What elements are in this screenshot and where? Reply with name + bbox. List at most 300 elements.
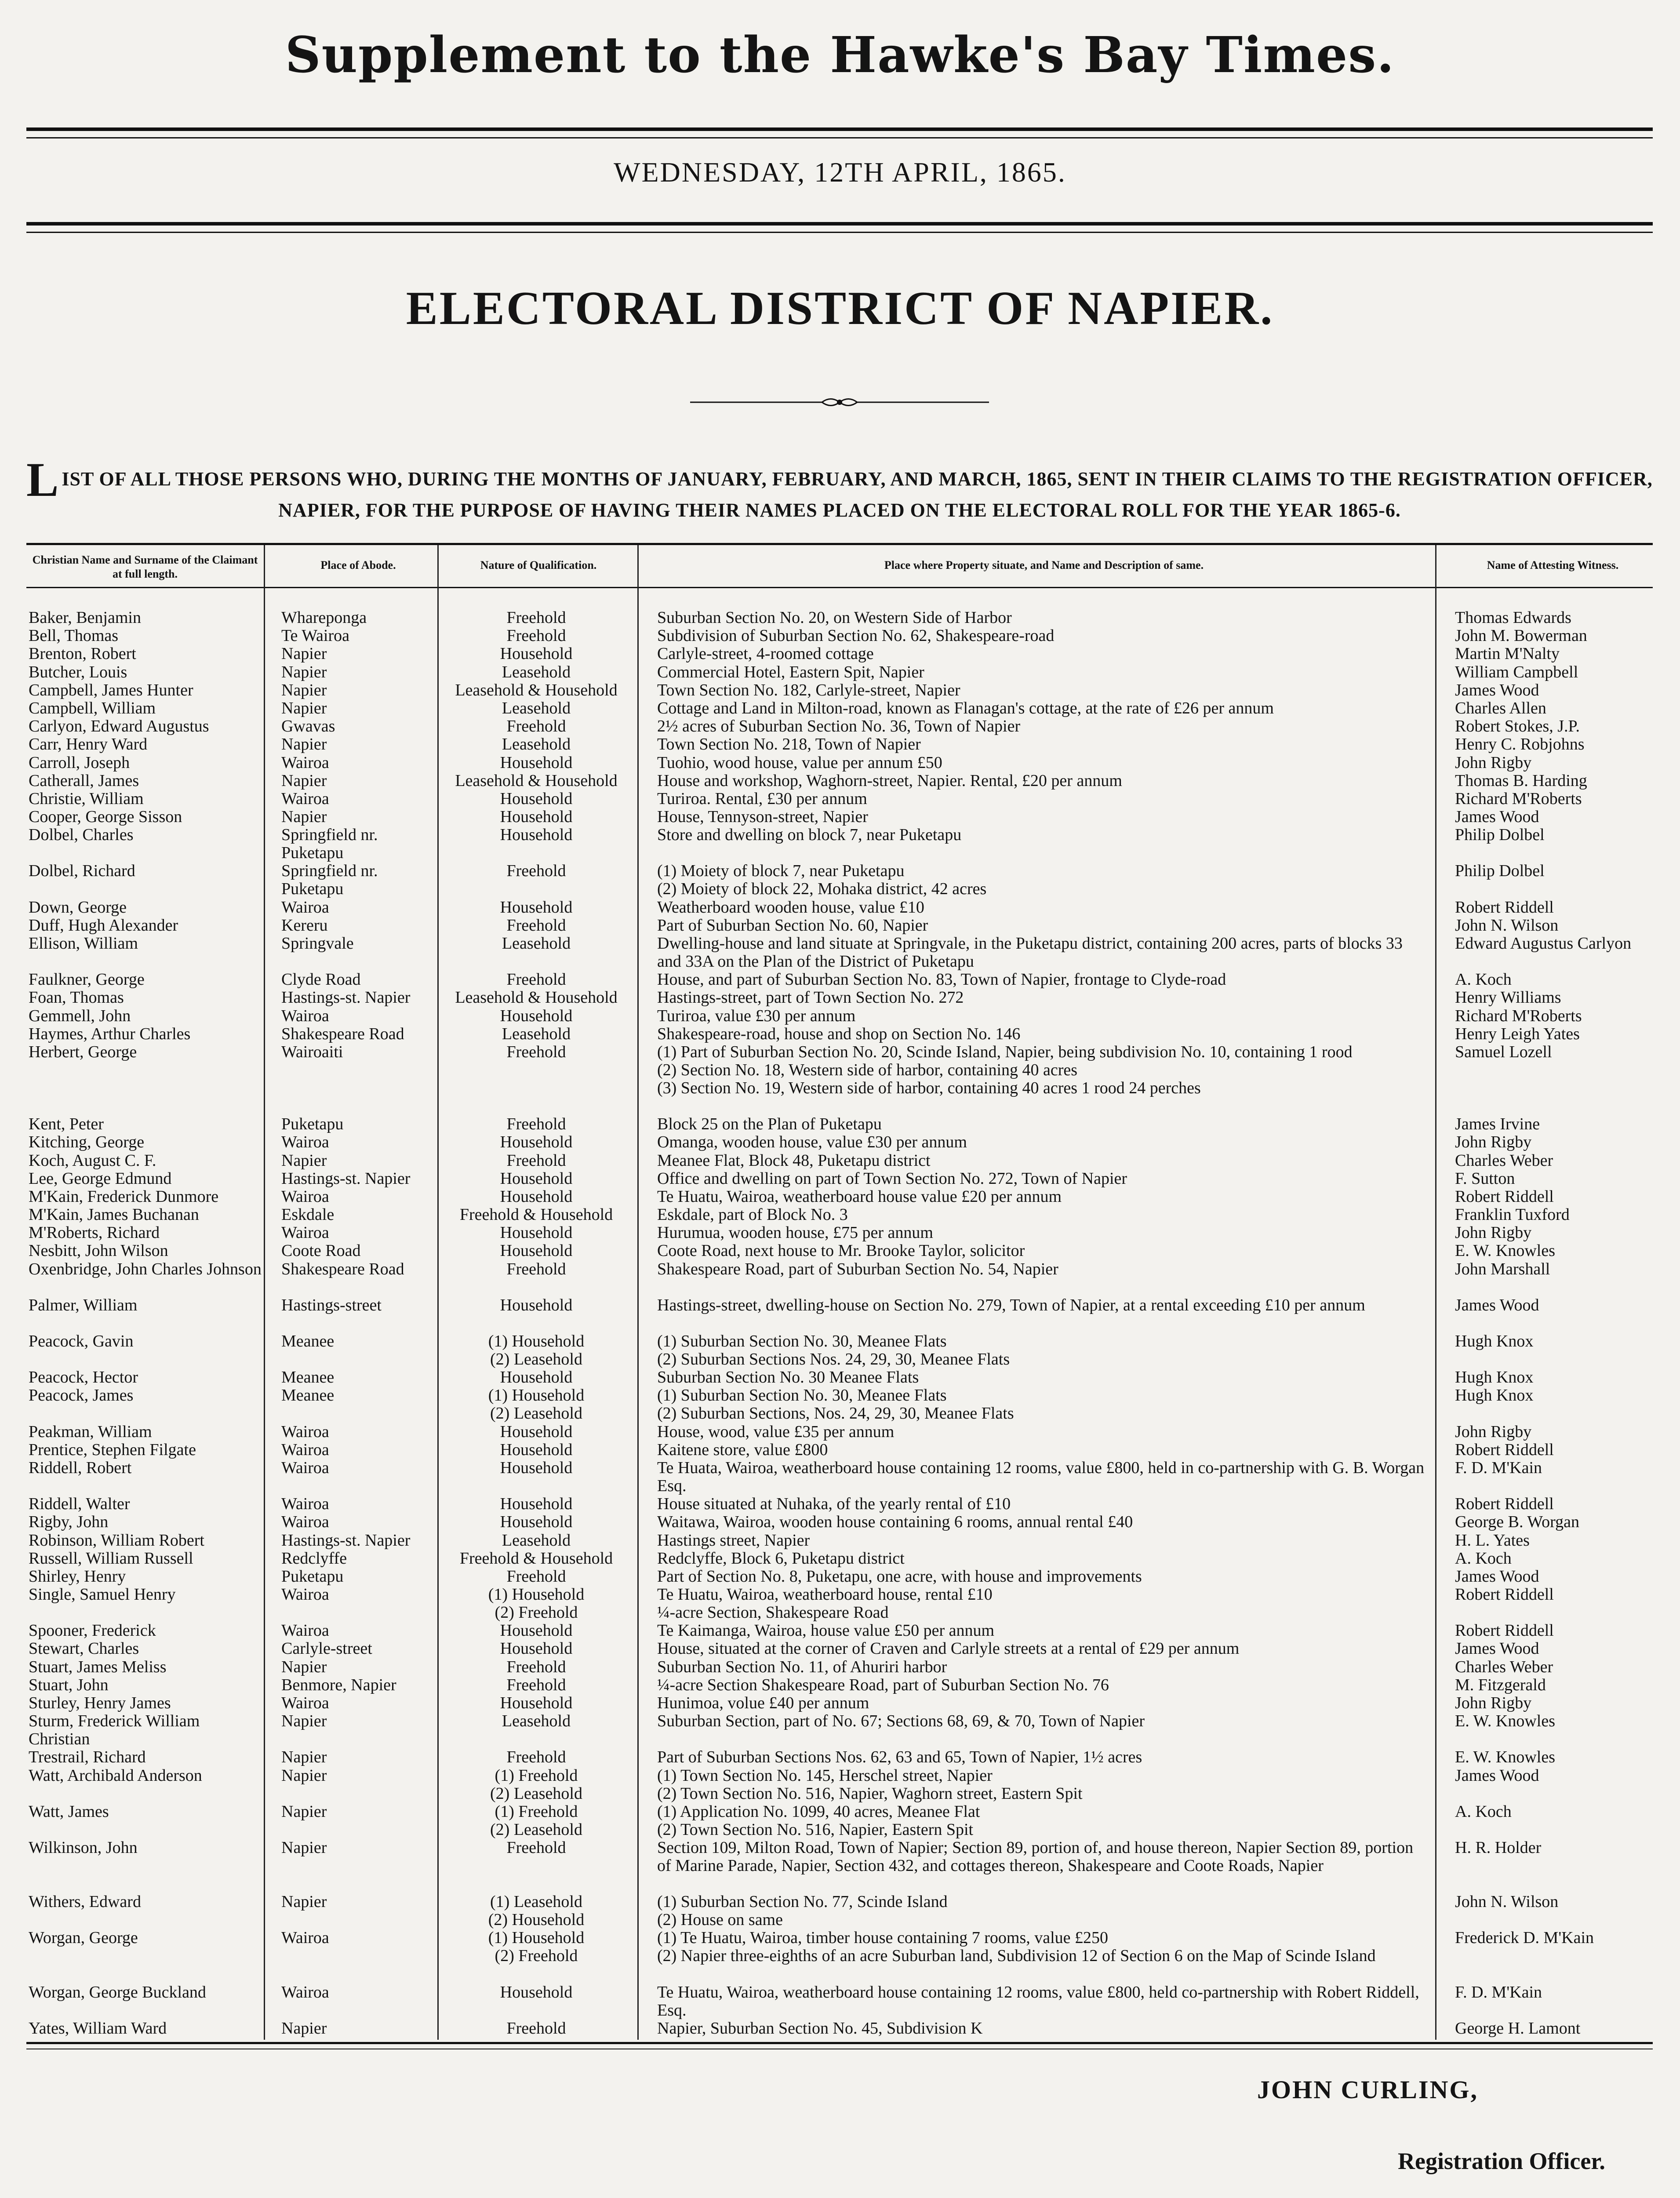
claimant-name: Peacock, Hector [29,1368,138,1387]
qualification: (1) Freehold (2) Leasehold [490,1766,582,1803]
qualification: Leasehold [502,699,571,717]
signature-name: JOHN CURLING, [1257,2075,1479,2104]
property-description: (1) Town Section No. 145, Herschel street, Napier (2) Town Section No. 516, Napier, Waghorn street, Eastern Spit [657,1766,1083,1803]
table-row [0,1152,1680,1170]
attesting-witness: Edward Augustus Carlyon [1455,934,1632,953]
table-row [0,1188,1680,1206]
place-of-abode: Wairoa [281,753,329,772]
property-description: ¼-acre Section Shakespeare Road, part of Suburban Section No. 76 [657,1675,1109,1694]
table-row [0,1658,1680,1676]
attesting-witness: H. L. Yates [1455,1531,1530,1550]
attesting-witness: Charles Allen [1455,699,1546,717]
qualification: Freehold [506,1838,566,1857]
property-description: Omanga, wooden house, value £30 per annum [657,1133,967,1152]
claimant-name: Cooper, George Sisson [29,808,182,826]
place-of-abode: Napier [281,699,327,717]
attesting-witness: Robert Riddell [1455,1187,1554,1206]
attesting-witness: Robert Riddell [1455,1621,1554,1640]
claimant-name: Peacock, James [29,1386,134,1405]
col-header-abode: Place of Abode. [320,559,396,571]
attesting-witness: John N. Wilson [1455,916,1559,935]
attesting-witness: Philip Dolbel [1455,862,1545,881]
attesting-witness: James Wood [1455,1567,1539,1586]
property-description: House situated at Nuhaka, of the yearly rental of £10 [657,1495,1011,1514]
claimant-name: Koch, August C. F. [29,1151,156,1170]
qualification: (1) Household (2) Freehold [488,1585,585,1622]
qualification: Household [500,898,573,917]
place-of-abode: Wairoa [281,1458,329,1477]
table-row [0,627,1680,645]
attesting-witness: Philip Dolbel [1455,826,1545,844]
qualification: Freehold [506,2019,566,2038]
claimant-name: Campbell, William [29,699,156,717]
attesting-witness: Hugh Knox [1455,1368,1534,1387]
qualification: Household [500,1694,573,1712]
property-description: (1) Part of Suburban Section No. 20, Scinde Island, Napier, being subdivision No. 10, containing 1 rood (2) Section No. 18, Western side of harbor, containing 40 acres (3) Section No. 19, Western side of harbor, containing 40 acres 1 rood 24 perches [657,1042,1353,1097]
qualification: Freehold & Household [459,1549,613,1568]
property-description: Commercial Hotel, Eastern Spit, Napier [657,662,924,681]
property-description: (1) Suburban Section No. 77, Scinde Island (2) House on same [657,1892,948,1929]
place-of-abode: Wairoa [281,1495,329,1514]
property-description: Turiroa. Rental, £30 per annum [657,789,867,808]
qualification: Household [500,1368,573,1387]
qualification: Freehold [506,916,566,935]
property-description: Te Huata, Wairoa, weatherboard house containing 12 rooms, value £800, held in co-partnership with G. B. Worgan Esq. [657,1458,1425,1495]
claimant-name: Nesbitt, John Wilson [29,1241,168,1260]
place-of-abode: Eskdale [281,1205,335,1224]
claimant-name: Lee, George Edmund [29,1169,172,1188]
attesting-witness: E. W. Knowles [1455,1241,1555,1260]
place-of-abode: Clyde Road [281,970,361,989]
place-of-abode: Wairoa [281,1223,329,1242]
table-row [0,790,1680,808]
table-bottom-rule [26,2042,1653,2049]
table-row [0,1803,1680,1839]
qualification: Freehold & Household [459,1205,613,1224]
property-description: (1) Moiety of block 7, near Puketapu (2) Moiety of block 22, Mohaka district, 42 acres [657,862,987,899]
place-of-abode: Puketapu [281,1567,344,1586]
attesting-witness: A. Koch [1455,970,1512,989]
place-of-abode: Wairoa [281,898,329,917]
attesting-witness: Martin M'Nalty [1455,644,1560,663]
property-description: Redclyffe, Block 6, Puketapu district [657,1549,905,1568]
table-row [0,1133,1680,1151]
attesting-witness: F. D. M'Kain [1455,1983,1542,2001]
claimant-name: Sturley, Henry James [29,1694,171,1712]
qualification: Leasehold & Household [455,988,618,1007]
property-description: House, Tennyson-street, Napier [657,808,868,826]
table-row [0,862,1680,898]
qualification: Freehold [506,970,566,989]
qualification: Household [500,789,573,808]
place-of-abode: Napier [281,1802,327,1821]
table-row [0,645,1680,663]
claimant-name: Sturm, Frederick William Christian [29,1712,200,1749]
property-description: Hunimoa, volue £40 per annum [657,1694,869,1712]
property-description: Te Huatu, Wairoa, weatherboard house, rental £10 ¼-acre Section, Shakespeare Road [657,1585,993,1622]
property-description: Block 25 on the Plan of Puketapu [657,1115,882,1134]
table-row [0,1260,1680,1296]
qualification: Household [500,1169,573,1188]
property-description: Town Section No. 182, Carlyle-street, Napier [657,681,960,699]
claimant-name: Faulkner, George [29,970,145,989]
qualification: (1) Household (2) Leasehold [488,1386,585,1423]
qualification: Household [500,826,573,844]
property-description: (1) Suburban Section No. 30, Meanee Flats (2) Suburban Sections, Nos. 24, 29, 30, Meanee Flats [657,1386,1014,1423]
place-of-abode: Napier [281,808,327,826]
claimant-name: Brenton, Robert [29,644,136,663]
table-row [0,1893,1680,1929]
property-description: (1) Suburban Section No. 30, Meanee Flats (2) Suburban Sections Nos. 24, 29, 30, Meanee Flats [657,1332,1010,1368]
table-row [0,1242,1680,1260]
place-of-abode: Springvale [281,934,354,953]
claimant-name: Carlyon, Edward Augustus [29,717,209,736]
attesting-witness: Robert Riddell [1455,1440,1554,1459]
place-of-abode: Wairoa [281,1133,329,1152]
place-of-abode: Wairoa [281,1621,329,1640]
claimant-name: Butcher, Louis [29,662,127,681]
property-description: Suburban Section No. 11, of Ahuriri harbor [657,1657,947,1676]
claimant-name: Stuart, John [29,1675,109,1694]
attesting-witness: James Wood [1455,1296,1539,1314]
qualification: Freehold [506,717,566,736]
table-row [0,663,1680,681]
qualification: Freehold [506,1151,566,1170]
attesting-witness: James Wood [1455,808,1539,826]
property-description: Te Huatu, Wairoa, weatherboard house value £20 per annum [657,1187,1062,1206]
place-of-abode: Napier [281,1748,327,1767]
qualification: Household [500,1513,573,1532]
claimant-name: Down, George [29,898,127,917]
attesting-witness: Henry Williams [1455,988,1561,1007]
table-row [0,1550,1680,1568]
property-description: Suburban Section, part of No. 67; Sections 68, 69, & 70, Town of Napier [657,1712,1145,1731]
qualification: Freehold [506,1657,566,1676]
qualification: Household [500,644,573,663]
attesting-witness: Robert Riddell [1455,898,1554,917]
attesting-witness: John M. Bowerman [1455,626,1587,645]
col-header-name: Christian Name and Surname of the Claimant at full length. [32,553,258,580]
qualification: Household [500,1621,573,1640]
place-of-abode: Napier [281,681,327,699]
property-description: Part of Suburban Section No. 60, Napier [657,916,928,935]
electoral-table-header [26,543,1653,588]
col-header-property: Place where Property situate, and Name and Description of same. [884,559,1204,571]
qualification: Household [500,1006,573,1025]
qualification: Leasehold & Household [455,681,618,699]
qualification: (1) Household (2) Leasehold [488,1332,585,1368]
property-description: Coote Road, next house to Mr. Brooke Taylor, solicitor [657,1241,1025,1260]
attesting-witness: Thomas B. Harding [1455,771,1587,790]
attesting-witness: H. R. Holder [1455,1838,1542,1857]
property-description: Tuohio, wood house, value per annum £50 [657,753,942,772]
attesting-witness: John Rigby [1455,1133,1532,1152]
ornament-rule [690,393,989,411]
table-row [0,681,1680,699]
place-of-abode: Meanee [281,1386,335,1405]
qualification: Household [500,1495,573,1514]
property-description: Part of Section No. 8, Puketapu, one acre, with house and improvements [657,1567,1142,1586]
attesting-witness: Samuel Lozell [1455,1042,1552,1061]
col-header-witness: Name of Attesting Witness. [1487,559,1619,571]
attesting-witness: M. Fitzgerald [1455,1675,1546,1694]
intro-dropcap: L [26,453,59,506]
property-description: Weatherboard wooden house, value £10 [657,898,924,917]
claimant-name: Oxenbridge, John Charles Johnson [29,1259,262,1278]
claimant-name: Stuart, James Meliss [29,1657,167,1676]
place-of-abode: Napier [281,1838,327,1857]
table-row [0,1622,1680,1640]
property-description: Te Huatu, Wairoa, weatherboard house containing 12 rooms, value £800, held co-partnership with Robert Riddell, Esq. [657,1983,1419,2020]
qualification: Household [500,753,573,772]
table-row [0,1170,1680,1188]
attesting-witness: William Campbell [1455,662,1578,681]
place-of-abode: Napier [281,662,327,681]
attesting-witness: Richard M'Roberts [1455,789,1582,808]
table-row [0,971,1680,989]
property-description: Shakespeare-road, house and shop on Section No. 146 [657,1024,1021,1043]
claimant-name: Trestrail, Richard [29,1748,146,1767]
place-of-abode: Carlyle-street [281,1639,372,1658]
dateline: WEDNESDAY, 12TH APRIL, 1865. [614,156,1066,188]
qualification: (1) Freehold (2) Leasehold [490,1802,582,1839]
attesting-witness: E. W. Knowles [1455,1712,1555,1731]
claimant-name: Russell, William Russell [29,1549,193,1568]
qualification: Household [500,1223,573,1242]
intro-line-1: IST OF ALL THOSE PERSONS WHO, DURING THE MONTHS OF JANUARY, FEBRUARY, AND MARCH, 1865, SENT IN THEIR CLAIMS TO THE REGISTRATION OFFICER, [62,468,1653,490]
header-rule [26,127,1653,138]
claimant-name: M'Kain, Frederick Dunmore [29,1187,219,1206]
claimant-name: Carroll, Joseph [29,753,130,772]
place-of-abode: Gwavas [281,717,335,736]
place-of-abode: Meanee [281,1332,335,1350]
table-row [0,1332,1680,1368]
qualification: Leasehold [502,1024,571,1043]
property-description: Office and dwelling on part of Town Section No. 272, Town of Napier [657,1169,1127,1188]
qualification: (1) Leasehold (2) Household [488,1892,585,1929]
qualification: Household [500,1133,573,1152]
attesting-witness: Charles Weber [1455,1657,1553,1676]
property-description: Store and dwelling on block 7, near Puketapu [657,826,962,844]
table-row [0,1586,1680,1622]
place-of-abode: Shakespeare Road [281,1024,404,1043]
attesting-witness: F. Sutton [1455,1169,1515,1188]
place-of-abode: Wairoa [281,789,329,808]
place-of-abode: Kereru [281,916,328,935]
qualification: Freehold [506,1748,566,1767]
attesting-witness: Richard M'Roberts [1455,1006,1582,1025]
attesting-witness: Hugh Knox [1455,1386,1534,1405]
claimant-name: Prentice, Stephen Filgate [29,1440,196,1459]
place-of-abode: Wairoa [281,1187,329,1206]
table-row [0,1441,1680,1459]
qualification: Household [500,1440,573,1459]
place-of-abode: Napier [281,1151,327,1170]
qualification: Household [500,1422,573,1441]
table-row [0,1423,1680,1441]
place-of-abode: Napier [281,1712,327,1731]
property-description: Hastings-street, part of Town Section No. 272 [657,988,964,1007]
attesting-witness: Robert Stokes, J.P. [1455,717,1580,736]
table-row [0,1748,1680,1766]
place-of-abode: Napier [281,644,327,663]
claimant-name: M'Kain, James Buchanan [29,1205,199,1224]
qualification: Freehold [506,608,566,627]
table-row [0,1007,1680,1025]
table-row [0,1676,1680,1694]
property-description: House, wood, value £35 per annum [657,1422,895,1441]
property-description: Part of Suburban Sections Nos. 62, 63 and 65, Town of Napier, 1½ acres [657,1748,1142,1767]
place-of-abode: Springfield nr. Puketapu [281,862,378,899]
place-of-abode: Hastings-st. Napier [281,1531,411,1550]
place-of-abode: Benmore, Napier [281,1675,396,1694]
property-description: Carlyle-street, 4-roomed cottage [657,644,874,663]
table-row [0,2020,1680,2038]
table-row [0,826,1680,862]
place-of-abode: Napier [281,1892,327,1911]
table-row [0,1983,1680,2020]
qualification: (1) Household (2) Freehold [488,1929,585,1965]
claimant-name: Spooner, Frederick [29,1621,156,1640]
table-row [0,1513,1680,1531]
attesting-witness: Thomas Edwards [1455,608,1571,627]
attesting-witness: John Rigby [1455,1223,1532,1242]
claimant-name: Worgan, George Buckland [29,1983,206,2001]
claimant-name: Catherall, James [29,771,139,790]
place-of-abode: Napier [281,735,327,754]
dateline-rule [26,222,1653,233]
property-description: Meanee Flat, Block 48, Puketapu district [657,1151,931,1170]
district-title: ELECTORAL DISTRICT OF NAPIER. [406,282,1274,335]
place-of-abode: Napier [281,2019,327,2038]
attesting-witness: A. Koch [1455,1549,1512,1568]
claimant-name: Bell, Thomas [29,626,119,645]
property-description: Eskdale, part of Block No. 3 [657,1205,848,1224]
qualification: Leasehold [502,934,571,953]
table-row [0,1043,1680,1115]
attesting-witness: Frederick D. M'Kain [1455,1929,1594,1947]
place-of-abode: Redclyffe [281,1549,347,1568]
claimant-name: M'Roberts, Richard [29,1223,160,1242]
claimant-name: Herbert, George [29,1042,137,1061]
masthead: Supplement to the Hawke's Bay Times. [285,26,1395,84]
property-description: Dwelling-house and land situate at Springvale, in the Puketapu district, containing 200 acres, parts of blocks 33 and 33A on the Plan of the District of Puketapu [657,934,1403,971]
claimant-name: Wilkinson, John [29,1838,138,1857]
attesting-witness: Robert Riddell [1455,1495,1554,1514]
table-row [0,1025,1680,1043]
place-of-abode: Meanee [281,1368,335,1387]
qualification: Leasehold & Household [455,771,618,790]
claimant-name: Single, Samuel Henry [29,1585,176,1604]
claimant-name: Rigby, John [29,1513,109,1532]
claimant-name: Watt, Archibald Anderson [29,1766,202,1785]
claimant-name: Peakman, William [29,1422,152,1441]
attesting-witness: A. Koch [1455,1802,1512,1821]
table-row [0,1115,1680,1133]
claimant-name: Riddell, Robert [29,1458,132,1477]
claimant-name: Shirley, Henry [29,1567,126,1586]
qualification: Freehold [506,626,566,645]
intro-line-2: NAPIER, FOR THE PURPOSE OF HAVING THEIR NAMES PLACED ON THE ELECTORAL ROLL FOR THE YEAR 1865-6. [278,499,1401,521]
claimant-name: Campbell, James Hunter [29,681,193,699]
table-row [0,1568,1680,1586]
property-description: Turiroa, value £30 per annum [657,1006,856,1025]
qualification: Freehold [506,1567,566,1586]
claimant-name: Kitching, George [29,1133,145,1152]
intro-paragraph [26,453,1653,526]
col-header-qualification: Nature of Qualification. [480,559,597,571]
attesting-witness: George H. Lamont [1455,2019,1581,2038]
table-row [0,1767,1680,1803]
place-of-abode: Napier [281,1657,327,1676]
qualification: Freehold [506,1259,566,1278]
claimant-name: Haymes, Arthur Charles [29,1024,191,1043]
table-row [0,772,1680,790]
attesting-witness: F. D. M'Kain [1455,1458,1542,1477]
table-row [0,899,1680,917]
property-description: Shakespeare Road, part of Suburban Section No. 54, Napier [657,1259,1058,1278]
place-of-abode: Napier [281,771,327,790]
table-row [0,1206,1680,1224]
claimant-name: Robinson, William Robert [29,1531,204,1550]
claimant-name: Baker, Benjamin [29,608,141,627]
table-row [0,1712,1680,1748]
place-of-abode: Puketapu [281,1115,344,1134]
claimant-name: Watt, James [29,1802,109,1821]
qualification: Freehold [506,1675,566,1694]
claimant-name: Stewart, Charles [29,1639,139,1658]
property-description: 2½ acres of Suburban Section No. 36, Town of Napier [657,717,1021,736]
table-row [0,989,1680,1007]
place-of-abode: Hastings-street [281,1296,382,1314]
place-of-abode: Whareponga [281,608,367,627]
table-row [0,1532,1680,1550]
place-of-abode: Hastings-st. Napier [281,1169,411,1188]
property-description: House, situated at the corner of Craven and Carlyle streets at a rental of £29 per annum [657,1639,1240,1658]
table-row [0,699,1680,717]
qualification: Leasehold [502,1531,571,1550]
qualification: Household [500,1296,573,1314]
table-row [0,754,1680,772]
attesting-witness: John N. Wilson [1455,1892,1559,1911]
property-description: Te Kaimanga, Wairoa, house value £50 per annum [657,1621,995,1640]
claimant-name: Dolbel, Richard [29,862,135,881]
property-description: House, and part of Suburban Section No. 83, Town of Napier, frontage to Clyde-road [657,970,1226,989]
signature-title: Registration Officer. [1398,2148,1605,2174]
attesting-witness: James Irvine [1455,1115,1540,1134]
claimant-name: Yates, William Ward [29,2019,167,2038]
qualification: Freehold [506,1115,566,1134]
property-description: House and workshop, Waghorn-street, Napier. Rental, £20 per annum [657,771,1122,790]
table-row [0,1296,1680,1332]
table-row [0,1929,1680,1983]
property-description: Town Section No. 218, Town of Napier [657,735,921,754]
attesting-witness: Hugh Knox [1455,1332,1534,1350]
place-of-abode: Napier [281,1766,327,1785]
table-row [0,1839,1680,1893]
table-row [0,735,1680,753]
qualification: Leasehold [502,662,571,681]
claimant-name: Carr, Henry Ward [29,735,148,754]
claimant-name: Worgan, George [29,1929,138,1947]
property-description: Subdivision of Suburban Section No. 62, Shakespeare-road [657,626,1055,645]
place-of-abode: Wairoa [281,1513,329,1532]
claimant-name: Ellison, William [29,934,138,953]
table-row [0,917,1680,935]
table-row [0,935,1680,971]
claimant-name: Riddell, Walter [29,1495,130,1514]
place-of-abode: Wairoa [281,1983,329,2001]
